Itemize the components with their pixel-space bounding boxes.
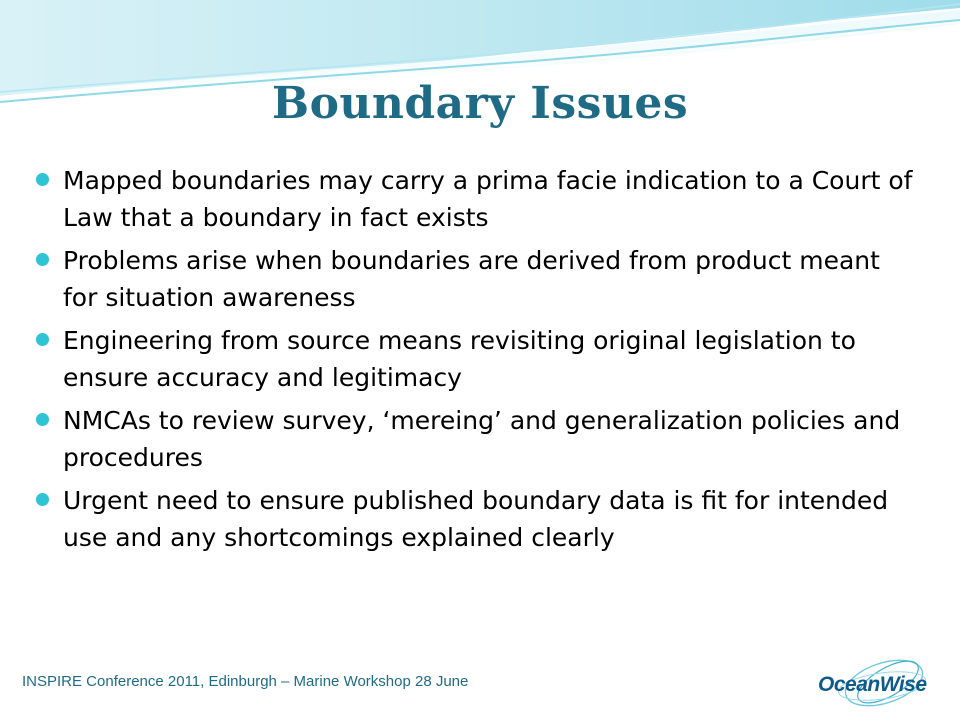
bullet-text: NMCAs to review survey, ‘mereing’ and generalization policies and procedures: [63, 406, 901, 472]
oceanwise-logo: [812, 656, 932, 712]
bullet-marker: [36, 413, 49, 426]
bullet-text: Problems arise when boundaries are derived from product meant for situation awareness: [63, 246, 880, 312]
bullet-marker: [36, 173, 49, 186]
bullet-item: [36, 242, 916, 316]
bullet-marker: [36, 253, 49, 266]
bullet-list: [36, 162, 916, 562]
bullet-item: [36, 402, 916, 476]
bullet-marker: [36, 333, 49, 346]
bullet-text: Urgent need to ensure published boundary data is fit for intended use and any shortcomings explained clearly: [63, 486, 889, 552]
bullet-item: [36, 162, 916, 236]
bullet-item: [36, 482, 916, 556]
slide-title: Boundary Issues: [271, 78, 689, 129]
logo-text: OceanWise: [818, 673, 927, 696]
bullet-text: Mapped boundaries may carry a prima facie indication to a Court of Law that a boundary in fact exists: [63, 166, 913, 232]
bullet-marker: [36, 493, 49, 506]
bullet-item: [36, 322, 916, 396]
footer-text: INSPIRE Conference 2011, Edinburgh – Marine Workshop 28 June: [22, 673, 469, 690]
bullet-text: Engineering from source means revisiting original legislation to ensure accuracy and legitimacy: [63, 326, 856, 392]
